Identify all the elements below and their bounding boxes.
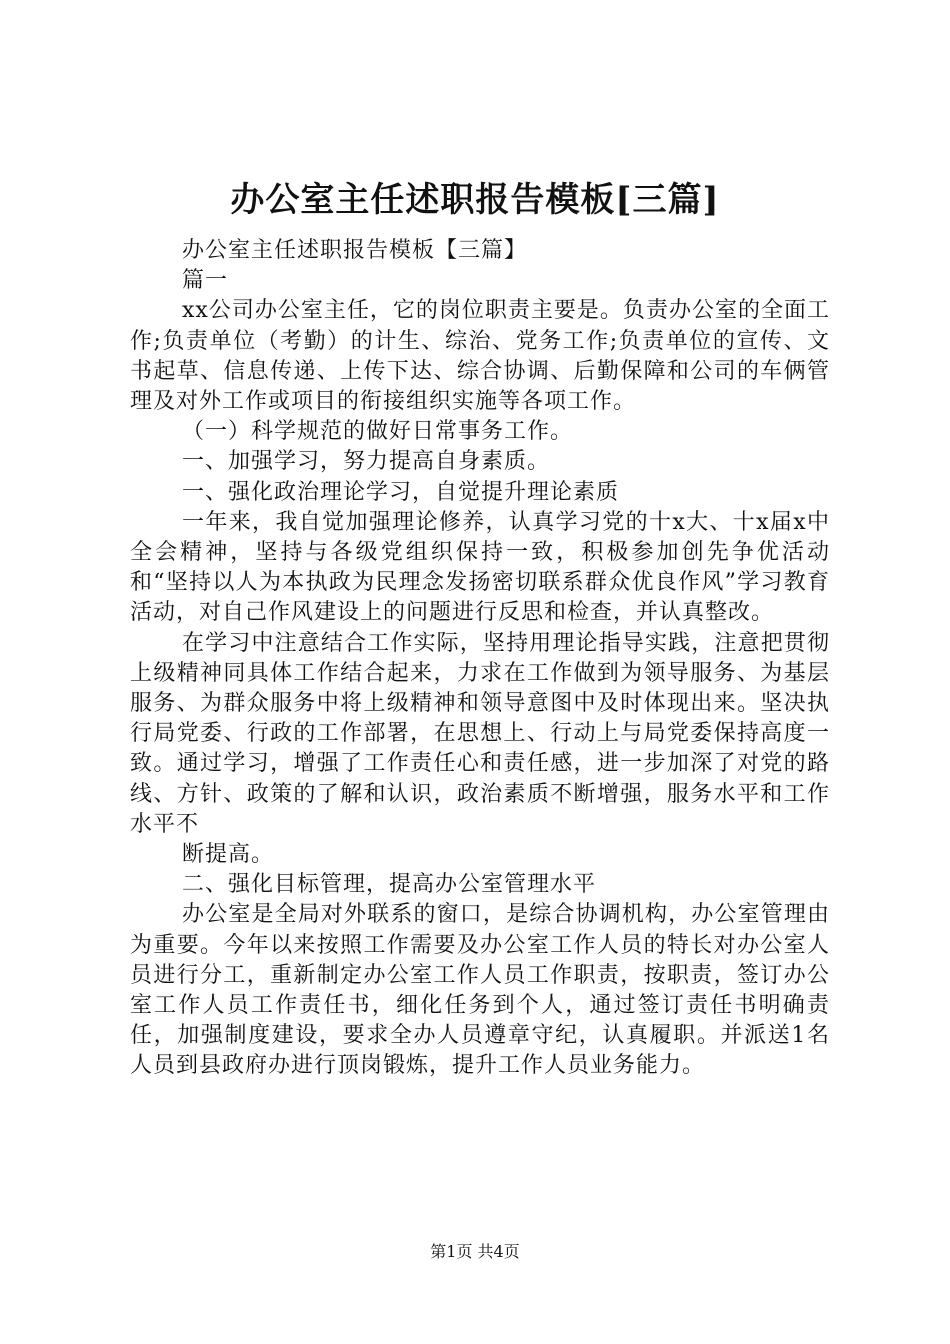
page-footer: 第1页 共4页 — [430, 1242, 520, 1261]
subtitle-paragraph: 办公室主任述职报告模板【三篇】 — [182, 238, 528, 263]
section-label-paragraph: 篇一 — [182, 268, 229, 294]
heading-paragraph: 二、强化目标管理，提高办公室管理水平 — [182, 872, 597, 898]
body-paragraph: 在学习中注意结合工作实际，坚持用理论指导实践，注意把贯彻上级精神同具体工作结合起来，力求在工作做到为领导服务、为基层服务、为群众服务中将上级精神和领导意图中及时体现出来。坚决执行局党委、行政的工作部署，在思想上、行动上与局党委保持高度一致。通过学习，增强了工作责任心和责任感，进一步加深了对党的路线、方针、政策的了解和认识，政治素质不断增强，服务水平和工作水平不 — [130, 630, 830, 837]
body-paragraph: 办公室是全局对外联系的窗口，是综合协调机构，办公室管理由为重要。今年以来按照工作需要及办公室工作人员的特长对办公室人员进行分工，重新制定办公室工作人员工作职责，按职责，签订办公室工作人员工作责任书，细化任务到个人，通过签订责任书明确责任，加强制度建设，要求全办人员遵章守纪，认真履职。并派送1名人员到县政府办进行顶岗锻炼，提升工作人员业务能力。 — [130, 902, 830, 1079]
document-title: 办公室主任述职报告模板[三篇] — [230, 180, 720, 220]
heading-paragraph: 一、加强学习，努力提高自身素质。 — [182, 449, 551, 475]
document-body — [130, 236, 830, 1082]
heading-paragraph: 一、强化政治理论学习，自觉提升理论素质 — [182, 479, 620, 505]
heading-paragraph: （一）科学规范的做好日常事务工作。 — [182, 419, 574, 445]
body-paragraph: xx公司办公室主任，它的岗位职责主要是。负责办公室的全面工作;负责单位（考勤）的计生、综治、党务工作;负责单位的宣传、文书起草、信息传递、上传下达、综合协调、后勤保障和公司的车俩管理及对外工作或项目的衔接组织实施等各项工作。 — [130, 298, 830, 415]
body-paragraph: 断提高。 — [182, 842, 275, 868]
body-paragraph: 一年来，我自觉加强理论修养，认真学习党的十x大、十x届x中全会精神，坚持与各级党组织保持一致，积极参加创先争优活动和“坚持以人为本执政为民理念发扬密切联系群众优良作风”学习教育活动，对自己作风建设上的问题进行反思和检查，并认真整改。 — [130, 509, 830, 626]
